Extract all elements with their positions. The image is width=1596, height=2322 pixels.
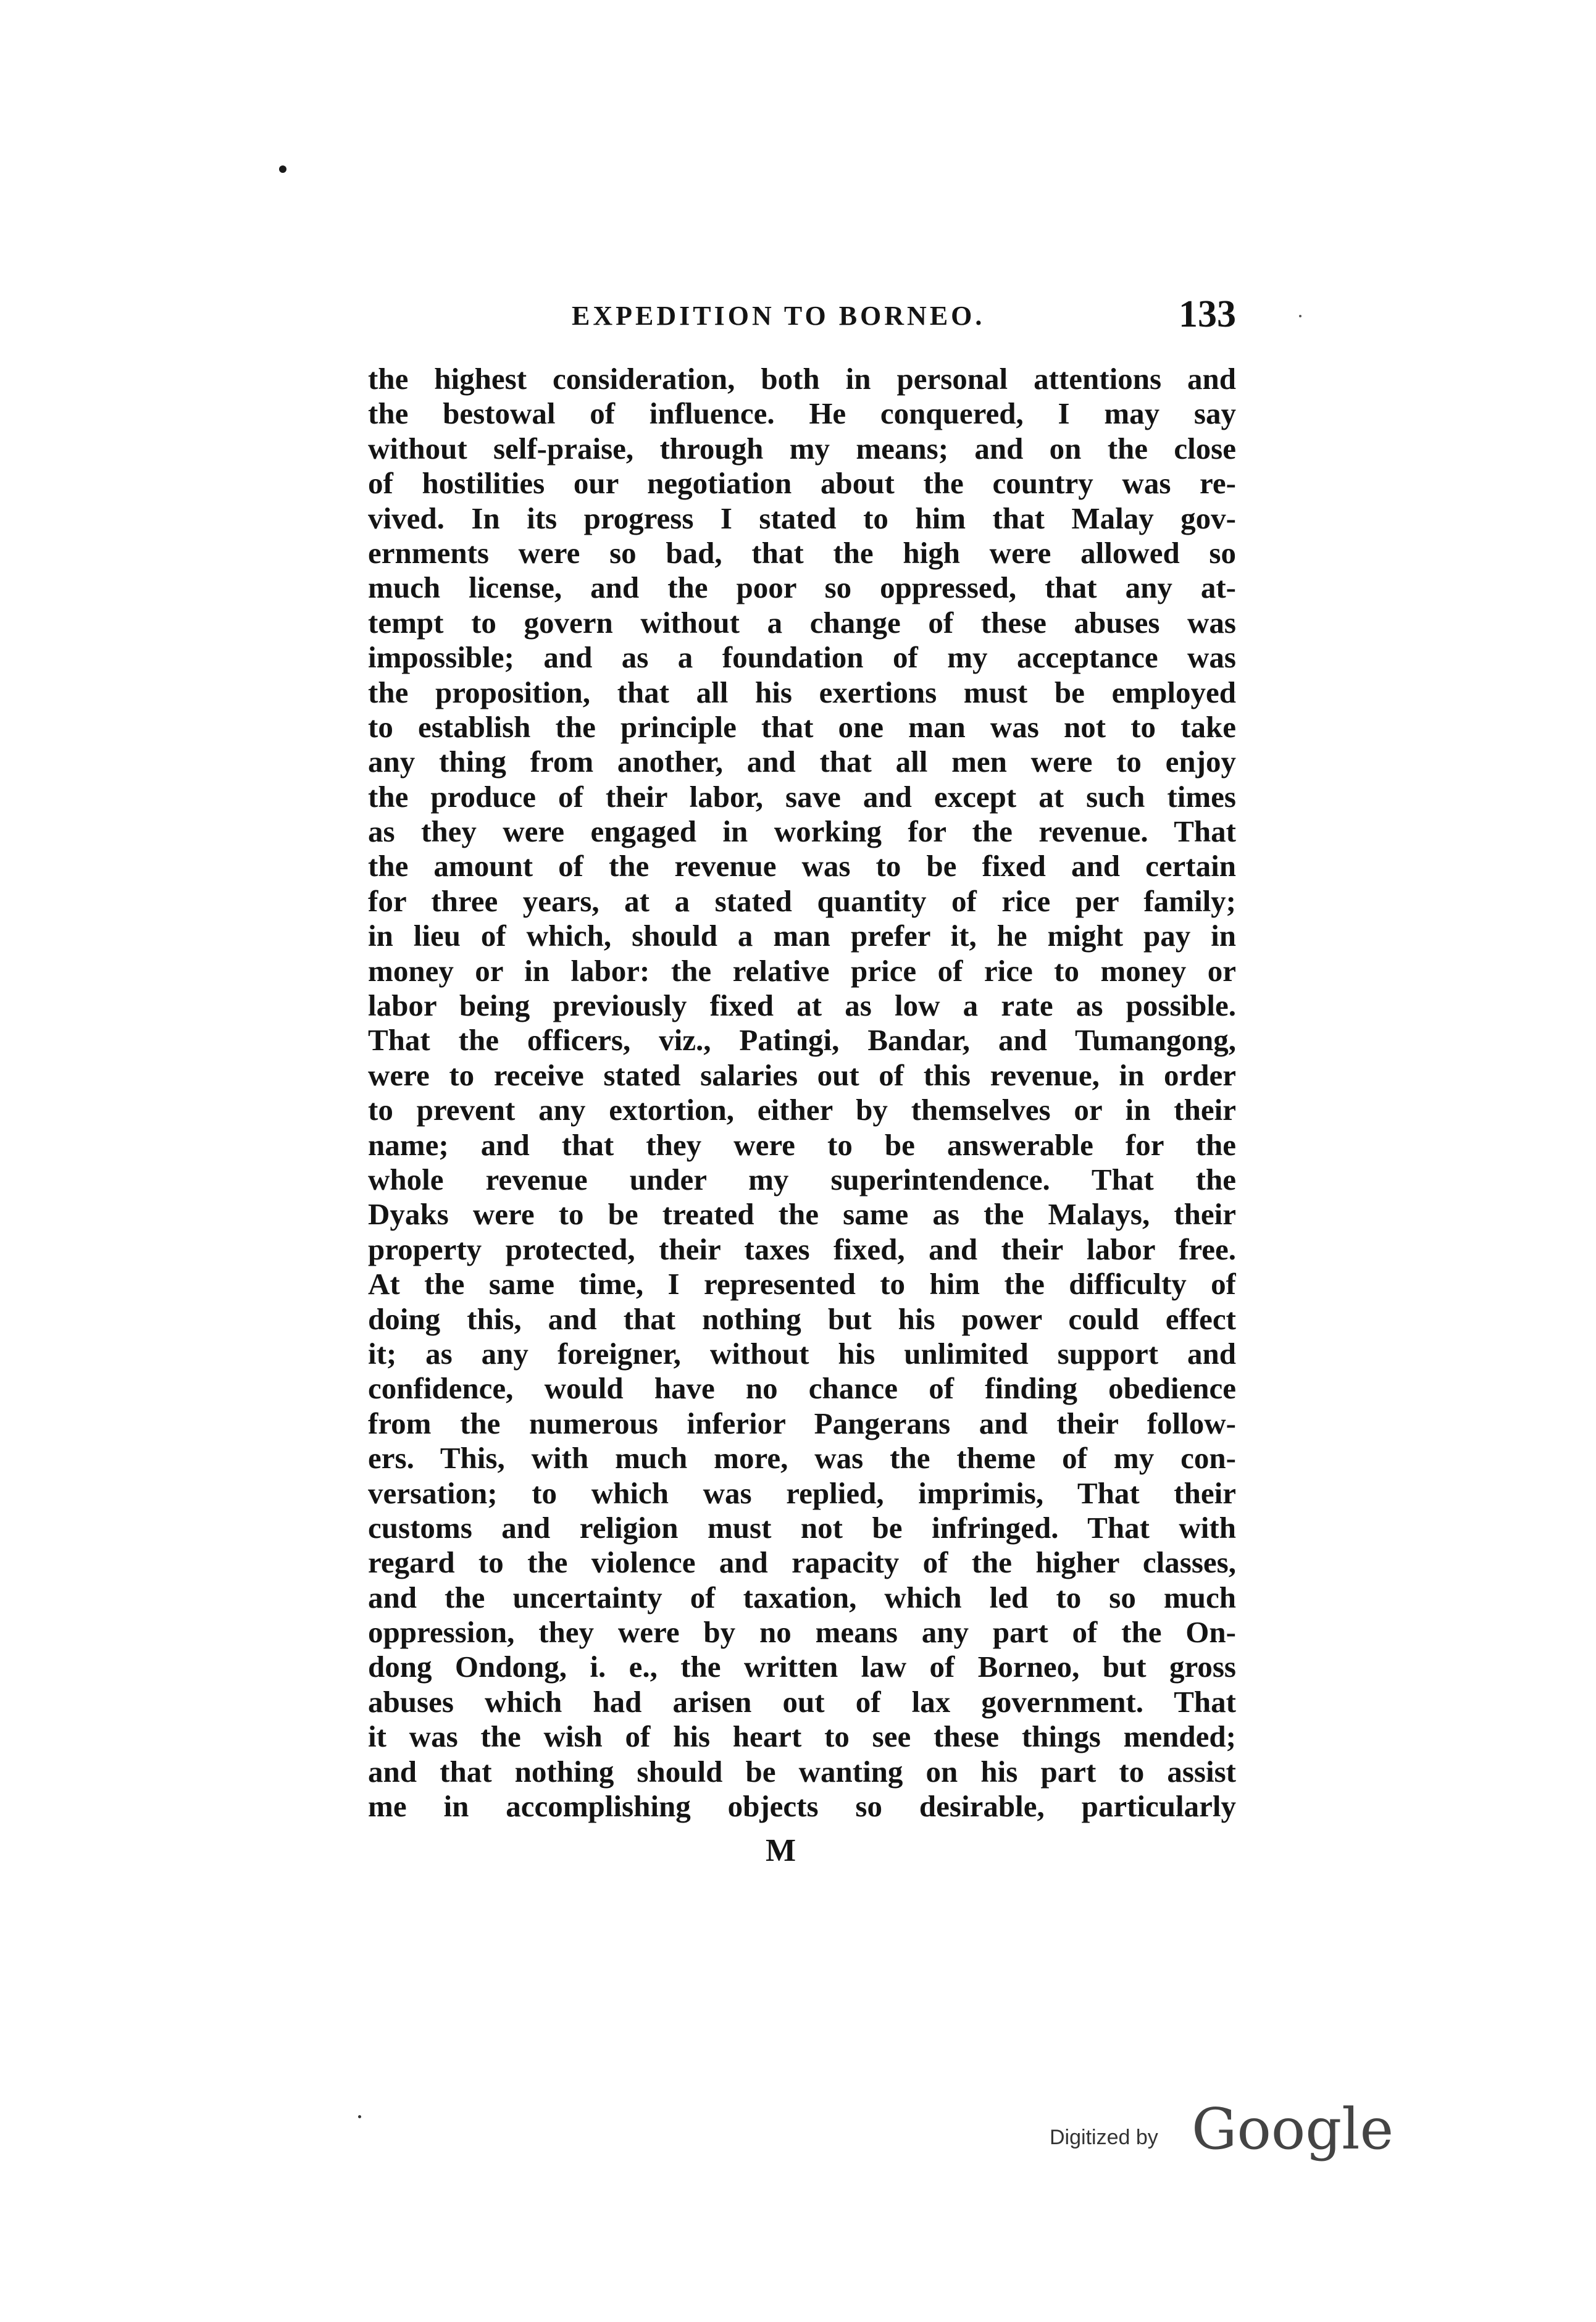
text-line: the produce of their labor, save and except at such times [368,779,1236,814]
text-line: any thing from another, and that all men were to enjoy [368,745,1236,779]
digitized-label: Digitized by [1050,2126,1158,2149]
text-line: and the uncertainty of taxation, which led to so much [368,1580,1236,1614]
body-text [368,362,1236,1824]
text-line: as they were engaged in working for the revenue. That [368,814,1236,849]
text-line: vived. In its progress I stated to him that Malay gov- [368,501,1236,535]
text-line: property protected, their taxes fixed, and their labor free. [368,1232,1236,1266]
text-line: without self-praise, through my means; and on the close [368,431,1236,466]
stray-mark [1299,315,1301,317]
text-line: abuses which had arisen out of lax government. That [368,1684,1236,1719]
text-line: ernments were so bad, that the high were allowed so [368,535,1236,570]
text-line: it; as any foreigner, without his unlimited support and [368,1336,1236,1371]
text-line: name; and that they were to be answerable for the [368,1127,1236,1162]
running-title: EXPEDITION TO BORNEO. [572,301,985,331]
text-line: to establish the principle that one man was not to take [368,709,1236,744]
text-line: much license, and the poor so oppressed, that any at- [368,570,1236,605]
running-head [368,293,1236,337]
text-line: That the officers, viz., Patingi, Bandar, and Tumangong, [368,1023,1236,1058]
text-line: doing this, and that nothing but his power could effect [368,1301,1236,1336]
google-logo: Google [1192,2096,1394,2162]
text-line: the proposition, that all his exertions must be employed [368,675,1236,709]
text-line: the amount of the revenue was to be fixed and certain [368,849,1236,883]
text-line: for three years, at a stated quantity of rice per family; [368,883,1236,918]
text-line: regard to the violence and rapacity of the higher classes, [368,1545,1236,1580]
text-line: impossible; and as a foundation of my acceptance was [368,640,1236,675]
text-line: customs and religion must not be infringed. That with [368,1510,1236,1545]
text-line: whole revenue under my superintendence. That the [368,1162,1236,1196]
text-line: of hostilities our negotiation about the country was re- [368,466,1236,501]
text-line: money or in labor: the relative price of rice to money or [368,953,1236,988]
text-line: dong Ondong, i. e., the written law of Borneo, but gross [368,1650,1236,1684]
text-line: oppression, they were by no means any part of the On- [368,1615,1236,1650]
stray-mark [358,2115,361,2118]
text-line: labor being previously fixed at as low a rate as possible. [368,988,1236,1023]
text-line: in lieu of which, should a man prefer it, he might pay in [368,919,1236,953]
text-line: confidence, would have no chance of finding obedience [368,1371,1236,1406]
text-line: to prevent any extortion, either by themselves or in their [368,1093,1236,1127]
text-line: At the same time, I represented to him the difficulty of [368,1267,1236,1301]
text-line: me in accomplishing objects so desirable, particularly [368,1789,1236,1824]
text-line: versation; to which was replied, imprimis, That their [368,1476,1236,1510]
text-line: and that nothing should be wanting on his part to assist [368,1754,1236,1789]
stray-mark [279,165,286,173]
text-line: Dyaks were to be treated the same as the Malays, their [368,1197,1236,1232]
text-line: the highest consideration, both in personal attentions and [368,362,1236,396]
text-line: from the numerous inferior Pangerans and their follow- [368,1406,1236,1440]
text-line: tempt to govern without a change of these abuses was [368,605,1236,640]
digitized-by-google-watermark [1050,2096,1395,2164]
text-line: were to receive stated salaries out of this revenue, in order [368,1058,1236,1092]
text-line: the bestowal of influence. He conquered, I may say [368,396,1236,431]
signature-mark: M [766,1833,796,1868]
text-line: ers. This, with much more, was the theme of my con- [368,1441,1236,1476]
text-line: it was the wish of his heart to see these things mended; [368,1719,1236,1754]
page-number: 133 [1179,293,1236,335]
